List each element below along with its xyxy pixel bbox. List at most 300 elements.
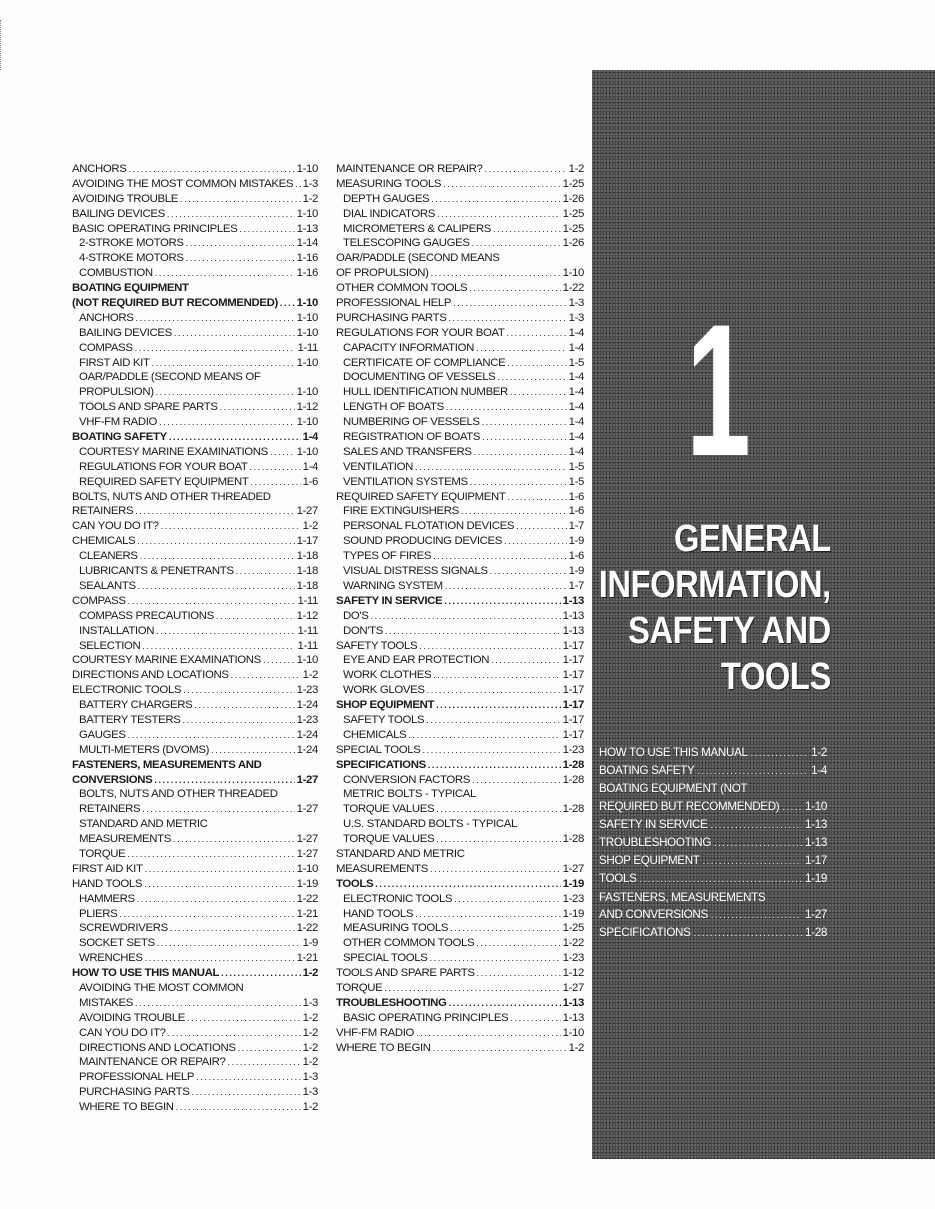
entry-page: 1-27 xyxy=(296,803,318,816)
index-entry xyxy=(336,281,584,296)
chapter-title-line: INFORMATION, xyxy=(598,564,831,606)
leader-dots xyxy=(423,743,561,758)
entry-label: VHF-FM RADIO xyxy=(336,1026,415,1039)
entry-page: 1-13 xyxy=(562,609,584,622)
index-entry xyxy=(72,817,318,832)
entry-page: 1-19 xyxy=(562,877,584,890)
entry-label: CERTIFICATE OF COMPLIANCE xyxy=(343,356,506,369)
entry-page: 1-11 xyxy=(297,639,318,652)
entry-page: 1-27 xyxy=(562,981,584,994)
entry-page: 1-26 xyxy=(562,237,584,250)
leader-dots xyxy=(180,192,301,207)
leader-dots xyxy=(482,415,567,430)
entry-page: 1-17 xyxy=(562,728,584,741)
entry-label: SOCKET SETS xyxy=(79,937,155,950)
index-entry xyxy=(336,1026,584,1041)
entry-label: CHEMICALS xyxy=(343,728,407,741)
leader-dots xyxy=(443,177,560,192)
entry-page: 1-10 xyxy=(562,1026,584,1039)
entry-page: 1-4 xyxy=(568,326,584,339)
leader-dots xyxy=(751,745,808,762)
entry-page: 1-23 xyxy=(562,892,584,905)
entry-page: 1-3 xyxy=(302,1086,318,1099)
entry-page: 1-2 xyxy=(811,746,827,759)
entry-page: 1-27 xyxy=(562,862,584,875)
entry-label: SAFETY TOOLS xyxy=(336,639,418,652)
leader-dots xyxy=(482,430,566,445)
leader-dots xyxy=(490,564,567,579)
entry-label: EYE AND EAR PROTECTION xyxy=(343,654,490,667)
leader-dots xyxy=(476,936,560,951)
index-entry xyxy=(336,683,584,698)
leader-dots xyxy=(249,460,300,475)
leader-dots xyxy=(453,296,566,311)
entry-label: VISUAL DISTRESS SIGNALS xyxy=(343,565,488,578)
entry-label: PLIERS xyxy=(79,907,118,920)
index-entry xyxy=(72,713,318,728)
entry-page: 1-3 xyxy=(302,996,318,1009)
entry-label: REGULATIONS FOR YOUR BOAT xyxy=(79,460,248,473)
entry-page: 1-2 xyxy=(302,669,318,682)
index-entry xyxy=(336,356,584,371)
entry-page: 1-4 xyxy=(568,416,584,429)
index-entry xyxy=(336,504,584,519)
leader-dots xyxy=(186,236,295,251)
entry-label: MAINTENANCE OR REPAIR? xyxy=(336,163,483,175)
entry-page: 1-4 xyxy=(568,431,584,444)
entry-label: BOATING EQUIPMENT xyxy=(72,282,189,295)
entry-label: FIRST AID KIT xyxy=(79,356,150,369)
entry-page: 1-17 xyxy=(562,654,584,667)
leader-dots xyxy=(142,802,294,817)
entry-label: SPECIFICATIONS xyxy=(336,758,426,771)
entry-page: 1-16 xyxy=(296,252,318,265)
entry-label: CAPACITY INFORMATION xyxy=(343,341,474,354)
entry-label: OTHER COMMON TOOLS xyxy=(336,282,468,295)
leader-dots xyxy=(370,609,560,624)
index-entry xyxy=(336,162,584,177)
entry-label: RETAINERS xyxy=(72,505,134,518)
entry-label: PURCHASING PARTS xyxy=(79,1086,190,1099)
entry-page: 1-13 xyxy=(296,222,318,235)
leader-dots xyxy=(419,639,560,654)
entry-page: 1-4 xyxy=(568,445,584,458)
index-entry xyxy=(336,534,584,549)
entry-page: 1-22 xyxy=(296,922,318,935)
index-entry xyxy=(72,787,318,802)
leader-dots xyxy=(119,907,294,922)
entry-label: DOCUMENTING OF VESSELS xyxy=(343,371,496,384)
leader-dots xyxy=(430,951,561,966)
index-entry xyxy=(72,728,318,743)
entry-page: 1-3 xyxy=(568,311,584,324)
index-entry xyxy=(72,758,318,773)
index-entry xyxy=(336,266,584,281)
chapter-toc-entry xyxy=(599,744,827,762)
entry-page: 1-5 xyxy=(568,475,584,488)
entry-page: 1-2 xyxy=(302,520,318,533)
chapter-toc-entry xyxy=(599,889,827,906)
entry-label: BAILING DEVICES xyxy=(79,326,172,339)
entry-page: 1-17 xyxy=(562,699,584,712)
entry-label: 2-STROKE MOTORS xyxy=(79,237,184,250)
entry-label: MULTI-METERS (DVOMS) xyxy=(79,743,210,756)
entry-label: BOATING EQUIPMENT (NOT xyxy=(599,782,748,796)
entry-label: DIRECTIONS AND LOCATIONS xyxy=(79,1041,236,1054)
leader-dots xyxy=(449,996,561,1011)
entry-label: U.S. STANDARD BOLTS - TYPICAL xyxy=(343,818,518,831)
leader-dots xyxy=(703,853,802,870)
index-entry xyxy=(72,415,318,430)
chapter-toc-entry xyxy=(599,816,827,834)
entry-page: 1-2 xyxy=(302,1011,318,1024)
index-entry xyxy=(336,668,584,683)
leader-dots xyxy=(408,728,560,743)
leader-dots xyxy=(426,713,560,728)
index-entry xyxy=(72,445,318,460)
entry-label: SALES AND TRANSFERS xyxy=(343,445,472,458)
entry-page: 1-25 xyxy=(562,922,584,935)
index-entry xyxy=(336,400,584,415)
entry-page: 1-24 xyxy=(296,728,318,741)
leader-dots xyxy=(433,668,560,683)
index-entry xyxy=(336,787,584,802)
entry-label: BATTERY TESTERS xyxy=(79,713,181,726)
entry-page: 1-19 xyxy=(296,877,318,890)
entry-label: OAR/PADDLE (SECOND MEANS xyxy=(336,252,500,265)
entry-page: 1-17 xyxy=(296,535,318,548)
entry-label: BASIC OPERATING PRINCIPLES xyxy=(343,1011,509,1024)
chapter-title xyxy=(561,516,831,700)
leader-dots xyxy=(216,609,295,624)
index-entry xyxy=(72,594,318,609)
entry-label: TORQUE xyxy=(79,847,126,860)
chapter-title-line: GENERAL xyxy=(674,518,831,560)
entry-label: STANDARD AND METRIC xyxy=(336,847,465,860)
entry-label: BATTERY CHARGERS xyxy=(79,699,193,712)
leader-dots xyxy=(714,835,802,852)
index-entry xyxy=(72,743,318,758)
index-entry xyxy=(72,326,318,341)
entry-page: 1-13 xyxy=(804,836,827,850)
entry-page: 1-28 xyxy=(562,758,584,771)
index-entry xyxy=(72,609,318,624)
entry-label: PROFESSIONAL HELP xyxy=(79,1071,195,1084)
leader-dots xyxy=(186,251,295,266)
leader-dots xyxy=(516,519,567,534)
scan-edge-mark xyxy=(0,20,5,70)
index-entry xyxy=(72,281,318,296)
chapter-toc-entry xyxy=(599,906,827,924)
leader-dots xyxy=(145,862,295,877)
index-entry xyxy=(72,698,318,713)
entry-page: 1-24 xyxy=(296,699,318,712)
entry-label: METRIC BOLTS - TYPICAL xyxy=(343,788,477,801)
entry-label: COURTESY MARINE EXAMINATIONS xyxy=(79,445,268,458)
index-entry xyxy=(336,579,584,594)
leader-dots xyxy=(156,624,295,639)
entry-label: DIRECTIONS AND LOCATIONS xyxy=(72,669,229,682)
index-entry xyxy=(336,564,584,579)
leader-dots xyxy=(450,921,560,936)
entry-page: 1-21 xyxy=(296,907,318,920)
leader-dots xyxy=(504,534,567,549)
leader-dots xyxy=(194,698,294,713)
entry-page: 1-4 xyxy=(811,764,827,778)
index-entry xyxy=(72,996,318,1011)
entry-page: 1-27 xyxy=(804,907,827,921)
entry-label: REQUIRED BUT RECOMMENDED) xyxy=(599,799,780,813)
entry-label: CAN YOU DO IT? xyxy=(79,1026,166,1039)
index-entry xyxy=(72,311,318,326)
index-entry xyxy=(336,207,584,222)
leader-dots xyxy=(477,966,561,981)
entry-label: BAILING DEVICES xyxy=(72,207,165,220)
entry-label: DIAL INDICATORS xyxy=(343,207,436,220)
leader-dots xyxy=(236,564,295,579)
leader-dots xyxy=(507,356,566,371)
entry-page: 1-4 xyxy=(568,371,584,384)
index-entry xyxy=(72,1041,318,1056)
index-entry xyxy=(72,341,318,356)
entry-label: VENTILATION xyxy=(343,460,413,473)
chapter-contents xyxy=(599,744,827,942)
entry-label: TOOLS AND SPARE PARTS xyxy=(336,967,475,980)
entry-page: 1-2 xyxy=(302,1056,318,1069)
index-entry xyxy=(336,728,584,743)
leader-dots xyxy=(170,921,295,936)
leader-dots xyxy=(295,177,300,192)
index-entry xyxy=(72,1026,318,1041)
index-entry xyxy=(336,326,584,341)
leader-dots xyxy=(176,1100,301,1115)
entry-label: HOW TO USE THIS MANUAL xyxy=(72,967,220,980)
leader-dots xyxy=(174,326,295,341)
entry-label: SPECIAL TOOLS xyxy=(336,743,421,756)
index-entry xyxy=(72,981,318,996)
index-entry xyxy=(336,832,584,847)
index-entry xyxy=(336,698,584,713)
entry-label: PROPULSION) xyxy=(79,386,154,399)
entry-page: 1-13 xyxy=(804,817,827,831)
leader-dots xyxy=(228,1055,301,1070)
index-entry xyxy=(72,832,318,847)
leader-dots xyxy=(135,341,296,356)
entry-page: 1-25 xyxy=(562,207,584,220)
entry-label: WORK GLOVES xyxy=(343,684,425,697)
index-entry xyxy=(72,966,318,981)
leader-dots xyxy=(173,832,295,847)
entry-label: TORQUE xyxy=(336,981,383,994)
leader-dots xyxy=(415,460,567,475)
entry-label: WRENCHES xyxy=(79,952,143,965)
entry-page: 1-22 xyxy=(562,282,584,295)
entry-label: CHEMICALS xyxy=(72,535,136,548)
chapter-toc-entry xyxy=(599,762,827,780)
index-entry xyxy=(72,162,318,177)
entry-label: LENGTH OF BOATS xyxy=(343,401,444,414)
leader-dots xyxy=(472,773,561,788)
leader-dots xyxy=(436,802,560,817)
entry-page: 1-6 xyxy=(568,505,584,518)
entry-page: 1-9 xyxy=(302,937,318,950)
index-entry xyxy=(336,624,584,639)
index-entry xyxy=(336,296,584,311)
entry-page: 1-13 xyxy=(562,624,584,637)
index-entry xyxy=(336,802,584,817)
leader-dots xyxy=(127,847,294,862)
index-entry xyxy=(72,907,318,922)
entry-label: TORQUE VALUES xyxy=(343,803,435,816)
leader-dots xyxy=(137,534,294,549)
leader-dots xyxy=(431,192,560,207)
leader-dots xyxy=(239,222,294,237)
entry-label: VENTILATION SYSTEMS xyxy=(343,475,468,488)
index-entry xyxy=(72,504,318,519)
entry-page: 1-9 xyxy=(568,535,584,548)
leader-dots xyxy=(445,579,567,594)
index-entry xyxy=(336,370,584,385)
leader-dots xyxy=(711,817,802,834)
entry-label: AVOIDING TROUBLE xyxy=(79,1011,186,1024)
leader-dots xyxy=(640,871,802,888)
entry-label: SCREWDRIVERS xyxy=(79,922,168,935)
entry-label: TROUBLESHOOTING xyxy=(336,996,447,1009)
entry-label: REGULATIONS FOR YOUR BOAT xyxy=(336,326,505,339)
entry-label: AND CONVERSIONS xyxy=(599,907,708,921)
entry-label: TOOLS xyxy=(336,877,374,890)
index-entry xyxy=(72,177,318,192)
index-entry xyxy=(336,475,584,490)
index-entry xyxy=(336,177,584,192)
entry-label: TOOLS xyxy=(599,872,637,886)
entry-page: 1-22 xyxy=(562,937,584,950)
index-entry xyxy=(336,490,584,505)
index-entry xyxy=(72,534,318,549)
index-entry xyxy=(336,222,584,237)
entry-label: TYPES OF FIRES xyxy=(343,550,432,563)
entry-page: 1-2 xyxy=(302,1041,318,1054)
entry-label: SPECIFICATIONS xyxy=(599,926,691,940)
leader-dots xyxy=(476,341,567,356)
entry-label: WHERE TO BEGIN xyxy=(336,1041,431,1054)
leader-dots xyxy=(152,356,295,371)
leader-dots xyxy=(430,862,561,877)
leader-dots xyxy=(469,281,560,296)
entry-label: ANCHORS xyxy=(72,163,127,175)
entry-page: 1-28 xyxy=(562,833,584,846)
leader-dots xyxy=(251,475,301,490)
index-entry xyxy=(336,192,584,207)
entry-page: 1-28 xyxy=(562,773,584,786)
index-entry xyxy=(72,460,318,475)
entry-label: MEASUREMENTS xyxy=(79,833,171,846)
entry-label: MAINTENANCE OR REPAIR? xyxy=(79,1056,226,1069)
entry-page: 1-2 xyxy=(302,1101,318,1114)
index-entry xyxy=(336,966,584,981)
entry-label: SHOP EQUIPMENT xyxy=(599,854,700,868)
index-entry xyxy=(336,713,584,728)
chapter-title-line: TOOLS xyxy=(721,656,831,698)
entry-label: TELESCOPING GAUGES xyxy=(343,237,470,250)
entry-page: 1-6 xyxy=(302,475,318,488)
leader-dots xyxy=(694,925,802,942)
entry-label: REGISTRATION OF BOATS xyxy=(343,431,481,444)
leader-dots xyxy=(211,743,294,758)
entry-page: 1-2 xyxy=(302,1026,318,1039)
leader-dots xyxy=(485,162,567,177)
entry-label: DO'S xyxy=(343,609,369,622)
entry-label: HAND TOOLS xyxy=(343,907,414,920)
index-entry xyxy=(336,981,584,996)
leader-dots xyxy=(142,639,295,654)
index-entry xyxy=(72,1011,318,1026)
leader-dots xyxy=(711,907,802,924)
index-entry xyxy=(336,639,584,654)
leader-dots xyxy=(161,519,301,534)
leader-dots xyxy=(508,490,567,505)
index-entry xyxy=(72,668,318,683)
index-entry xyxy=(336,921,584,936)
entry-page: 1-25 xyxy=(562,222,584,235)
entry-page: 1-19 xyxy=(804,872,827,886)
leader-dots xyxy=(157,936,301,951)
index-entry xyxy=(72,936,318,951)
entry-page: 1-27 xyxy=(296,505,318,518)
entry-label: RETAINERS xyxy=(79,803,141,816)
index-entry xyxy=(72,1055,318,1070)
entry-label: HULL IDENTIFICATION NUMBER xyxy=(343,386,508,399)
entry-page: 1-17 xyxy=(562,684,584,697)
entry-page: 1-2 xyxy=(302,967,318,980)
leader-dots xyxy=(136,311,295,326)
entry-label: SAFETY IN SERVICE xyxy=(336,594,443,607)
entry-page: 1-28 xyxy=(804,926,827,940)
index-entry xyxy=(336,430,584,445)
chapter-toc-entry xyxy=(599,780,827,797)
entry-label: BASIC OPERATING PRINCIPLES xyxy=(72,222,238,235)
entry-label: REQUIRED SAFETY EQUIPMENT xyxy=(336,490,506,503)
entry-page: 1-4 xyxy=(302,431,318,444)
entry-label: MEASURING TOOLS xyxy=(343,922,449,935)
entry-page: 1-4 xyxy=(568,401,584,414)
index-entry xyxy=(336,594,584,609)
entry-label: SEALANTS xyxy=(79,579,136,592)
index-entry xyxy=(72,802,318,817)
index-entry xyxy=(336,817,584,832)
leader-dots xyxy=(470,475,567,490)
index-entry xyxy=(72,222,318,237)
leader-dots xyxy=(431,266,561,281)
entry-label: BOATING SAFETY xyxy=(599,764,695,778)
entry-page: 1-13 xyxy=(562,996,584,1009)
entry-label: CLEANERS xyxy=(79,550,138,563)
index-entry xyxy=(72,921,318,936)
index-entry xyxy=(72,519,318,534)
entry-label: HOW TO USE THIS MANUAL xyxy=(599,746,748,759)
entry-page: 1-10 xyxy=(296,445,318,458)
entry-page: 1-10 xyxy=(296,416,318,429)
entry-label: COMBUSTION xyxy=(79,267,153,280)
entry-label: TORQUE VALUES xyxy=(343,833,435,846)
entry-label: COMPASS PRECAUTIONS xyxy=(79,609,214,622)
leader-dots xyxy=(231,668,301,683)
entry-page: 1-10 xyxy=(296,386,318,399)
index-entry xyxy=(72,296,318,311)
entry-label: MICROMETERS & CALIPERS xyxy=(343,222,491,235)
entry-page: 1-17 xyxy=(562,713,584,726)
entry-page: 1-23 xyxy=(562,743,584,756)
